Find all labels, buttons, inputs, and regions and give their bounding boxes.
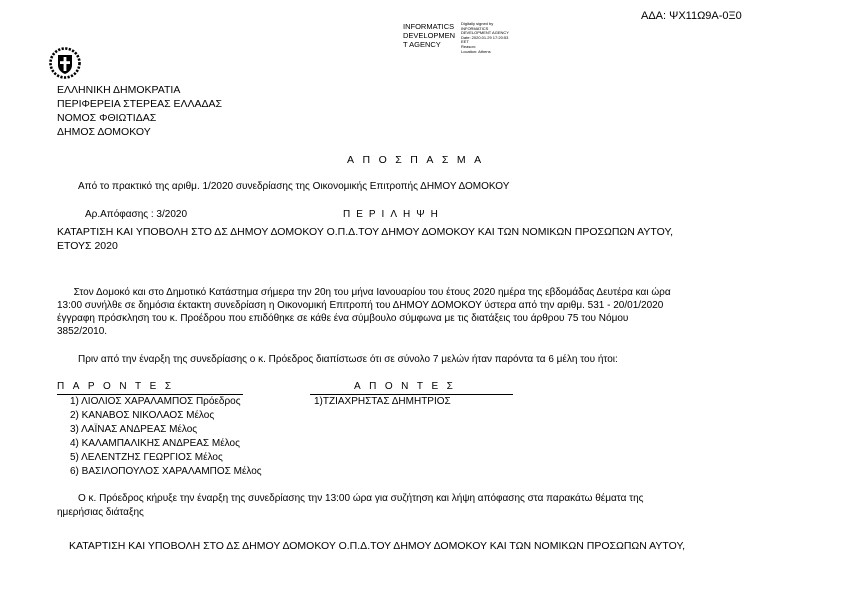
present-member: 5) ΛΕΛΕΝΤΖΗΣ ΓΕΩΡΓΙΟΣ Μέλος bbox=[70, 452, 223, 463]
present-member: 4) ΚΑΛΑΜΠΑΛΙΚΗΣ ΑΝΔΡΕΑΣ Μέλος bbox=[70, 438, 240, 449]
stamp-detail-line: Location: Athens bbox=[461, 48, 491, 54]
stamp-detail-line: EET bbox=[461, 39, 469, 45]
header-line: ΕΛΛΗΝΙΚΗ ΔΗΜΟΚΡΑΤΙΑ bbox=[57, 84, 181, 96]
header-line: ΔΗΜΟΣ ΔΟΜΟΚΟΥ bbox=[57, 126, 151, 138]
stamp-line: INFORMATICS bbox=[403, 22, 455, 31]
present-member: 2) ΚΑΝΑΒΟΣ ΝΙΚΟΛΑΟΣ Μέλος bbox=[70, 410, 215, 421]
stamp-line: T AGENCY bbox=[403, 40, 441, 49]
signature-stamp bbox=[403, 22, 455, 49]
decision-number: Αρ.Απόφασης : 3/2020 bbox=[85, 209, 188, 220]
stamp-detail-line: INFORMATICS bbox=[461, 25, 489, 31]
header-line: ΝΟΜΟΣ ΦΘΙΩΤΙΔΑΣ bbox=[57, 112, 157, 124]
meeting-paragraph-line: 13:00 συνήλθε σε δημόσια έκτακτη συνεδρίαση η Οικονομική Επιτροπή του ΔΗΜΟΥ ΔΟΜΟΚΟΥ ύστερα από την αριθμ. 531 - 20/01/2020 bbox=[57, 300, 664, 311]
greek-state-emblem-icon bbox=[48, 46, 82, 80]
intro-text: Από το πρακτικό της αριθμ. 1/2020 συνεδρίασης της Οικονομικής Επιτροπής ΔΗΜΟΥ ΔΟΜΟΚΟΥ bbox=[78, 181, 510, 192]
agenda-subject: ΚΑΤΑΡΤΙΣΗ ΚΑΙ ΥΠΟΒΟΛΗ ΣΤΟ ΔΣ ΔΗΜΟΥ ΔΟΜΟΚΟΥ Ο.Π.Δ.ΤΟΥ ΔΗΜΟΥ ΔΟΜΟΚΟΥ ΚΑΙ ΤΩΝ ΝΟΜΙΚΩΝ ΠΡΟΣΩΠΩΝ ΑΥΤΟΥ, bbox=[69, 540, 686, 552]
absent-heading: ΑΠΟΝΤΕΣ bbox=[354, 381, 462, 392]
stamp-line: DEVELOPMEN bbox=[403, 31, 456, 40]
meeting-paragraph-line: Στον Δομοκό και στο Δημοτικό Κατάστημα σήμερα την 20η του μήνα Ιανουαρίου του έτους 2020 ημέρα της εβδομάδας Δευτέρα και ώρα bbox=[57, 287, 671, 298]
present-underline bbox=[57, 394, 243, 395]
signature-stamp-details bbox=[461, 22, 509, 54]
header-line: ΠΕΡΙΦΕΡΕΙΑ ΣΤΕΡΕΑΣ ΕΛΛΑΔΑΣ bbox=[57, 98, 223, 110]
agenda-intro-line: ημερήσιας διάταξης bbox=[57, 507, 144, 518]
meeting-paragraph-line: έγγραφη πρόσκληση του κ. Προέδρου που επιδόθηκε σε κάθε ένα σύμβουλο σύμφωνα με τις διατάξεις του άρθρου 75 του Νόμου bbox=[57, 313, 629, 324]
decision-subject: ΕΤΟΥΣ 2020 bbox=[57, 240, 118, 252]
stamp-detail-line: Reason: bbox=[461, 43, 476, 49]
absent-member: 1)ΤΖΙΑΧΡΗΣΤΑΣ ΔΗΜΗΤΡΙΟΣ bbox=[314, 396, 451, 407]
ada-code: ΑΔΑ: ΨΧ11Ω9Α-0Ξ0 bbox=[641, 10, 742, 22]
stamp-detail-line: Date: 2020.01.29 17:20:53 bbox=[461, 34, 509, 40]
present-heading: ΠΑΡΟΝΤΕΣ bbox=[57, 381, 180, 392]
quorum-text: Πριν από την έναρξη της συνεδρίασης ο κ. Πρόεδρος διαπίστωσε ότι σε σύνολο 7 μελών ήταν παρόντα τα 6 μέλη του ήτοι: bbox=[78, 354, 618, 365]
agenda-intro-line: O κ. Πρόεδρος κήρυξε την έναρξη της συνεδρίασης την 13:00 ώρα για συζήτηση και λήψη απόφασης στα παρακάτω θέματα της bbox=[78, 493, 644, 504]
document-title: ΑΠΟΣΠΑΣΜΑ bbox=[347, 154, 490, 166]
summary-label: ΠΕΡΙΛΗΨΗ bbox=[343, 209, 444, 220]
stamp-detail-line: Digitally signed by bbox=[461, 21, 494, 26]
present-member: 6) ΒΑΣΙΛΟΠΟΥΛΟΣ ΧΑΡΑΛΑΜΠΟΣ Μέλος bbox=[70, 466, 262, 477]
present-member: 1) ΛΙΟΛΙΟΣ ΧΑΡΑΛΑΜΠΟΣ Πρόεδρος bbox=[70, 396, 241, 407]
meeting-paragraph-line: 3852/2010. bbox=[57, 326, 108, 337]
absent-underline bbox=[310, 394, 513, 395]
present-member: 3) ΛΑΪΝΑΣ ΑΝΔΡΕΑΣ Μέλος bbox=[70, 424, 198, 435]
decision-subject: ΚΑΤΑΡΤΙΣΗ ΚΑΙ ΥΠΟΒΟΛΗ ΣΤΟ ΔΣ ΔΗΜΟΥ ΔΟΜΟΚΟΥ Ο.Π.Δ.ΤΟΥ ΔΗΜΟΥ ΔΟΜΟΚΟΥ ΚΑΙ ΤΩΝ ΝΟΜΙΚΩΝ ΠΡΟΣΩΠΩΝ ΑΥΤΟΥ, bbox=[57, 226, 674, 238]
stamp-detail-line: DEVELOPMENT AGENCY bbox=[461, 30, 509, 36]
